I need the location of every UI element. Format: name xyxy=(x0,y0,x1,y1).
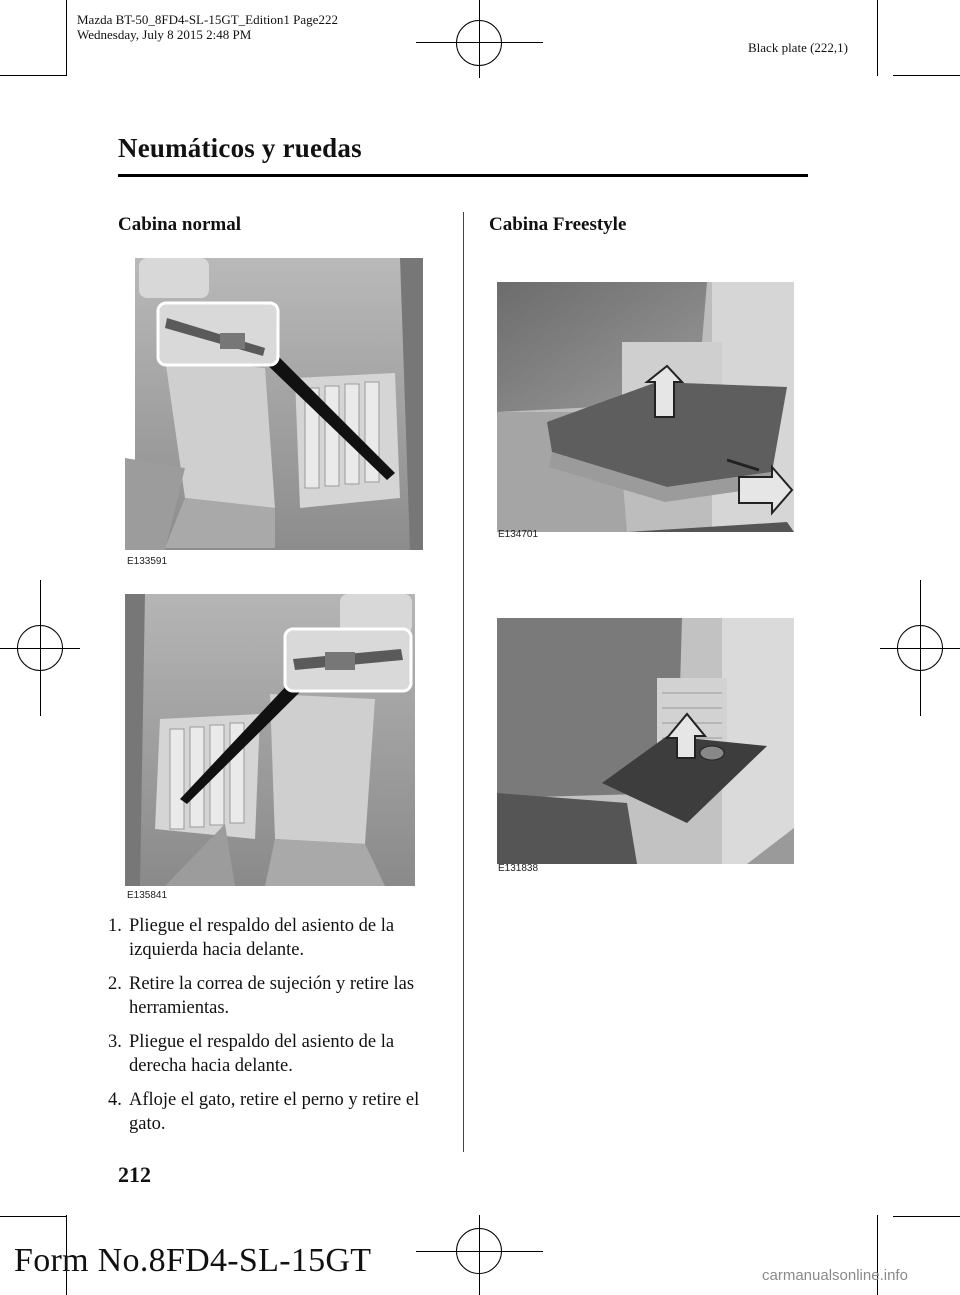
plate-label: Black plate (222,1) xyxy=(748,40,848,55)
list-item xyxy=(108,972,453,1020)
step-text: Pliegue el respaldo del asiento de la derecha hacia delante. xyxy=(129,1032,395,1076)
document-id: Mazda BT-50_8FD4-SL-15GT_Edition1 Page222 xyxy=(77,12,338,27)
list-item xyxy=(108,1088,453,1136)
figure-seat-cushion-lift xyxy=(497,282,794,532)
figure-floor-cover-lift xyxy=(497,618,794,864)
figure-code: E131838 xyxy=(498,863,539,874)
column-divider xyxy=(463,212,464,1152)
figure-code: E133591 xyxy=(127,556,168,567)
list-item xyxy=(108,914,453,962)
form-number: Form No.8FD4-SL-15GT xyxy=(14,1242,372,1279)
step-text: Afloje el gato, retire el perno y retire el gato. xyxy=(129,1090,420,1134)
seat-back-jack-illustration-icon xyxy=(125,594,423,886)
list-item xyxy=(108,1030,453,1078)
step-number: 3. xyxy=(108,1032,122,1052)
subtitle-cabina-freestyle: Cabina Freestyle xyxy=(489,214,627,235)
figure-seat-back-strap xyxy=(125,258,423,550)
seat-back-strap-illustration-icon xyxy=(125,258,423,550)
instruction-list xyxy=(108,914,453,1146)
step-number: 2. xyxy=(108,974,122,994)
figure-code: E135841 xyxy=(127,890,168,901)
page-number: 212 xyxy=(118,1162,151,1187)
step-text: Pliegue el respaldo del asiento de la izquierda hacia delante. xyxy=(129,916,395,960)
step-text: Retire la correa de sujeción y retire las herramientas. xyxy=(129,974,415,1018)
floor-cover-lift-illustration-icon xyxy=(497,618,794,864)
subtitle-cabina-normal: Cabina normal xyxy=(118,214,241,235)
document-info xyxy=(77,12,338,42)
watermark: carmanualsonline.info xyxy=(762,1267,908,1284)
step-number: 4. xyxy=(108,1090,122,1110)
document-timestamp: Wednesday, July 8 2015 2:48 PM xyxy=(77,27,252,42)
seat-cushion-lift-illustration-icon xyxy=(497,282,794,532)
figure-code: E134701 xyxy=(498,529,539,540)
figure-seat-back-jack xyxy=(125,594,423,886)
title-rule xyxy=(118,174,808,177)
step-number: 1. xyxy=(108,916,122,936)
section-title: Neumáticos y ruedas xyxy=(118,133,362,163)
